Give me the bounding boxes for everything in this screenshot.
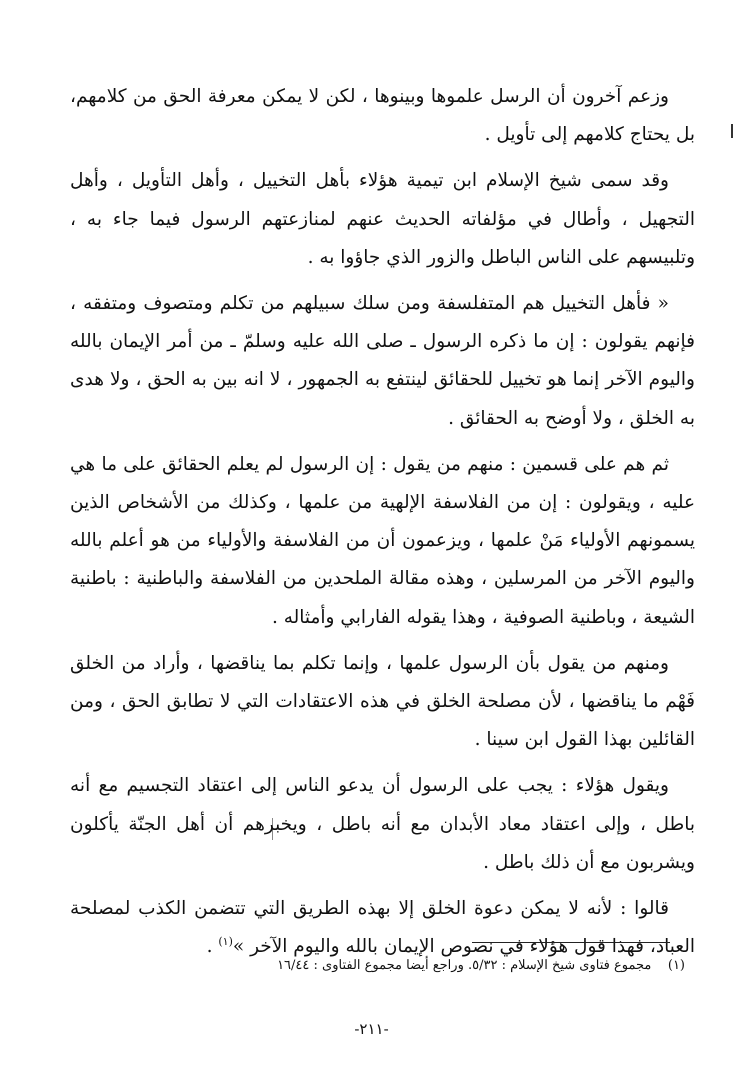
footnote bbox=[60, 955, 685, 977]
paragraph-7-text: قالوا : لأنه لا يمكن دعوة الخلق إلا بهذه الطريق التي تتضمن الكذب لمصلحة العباد، فهذا قول هؤلاء في نصوص الإيمان بالله واليوم الآخر » bbox=[70, 898, 695, 958]
paragraph-7-end: . bbox=[206, 936, 219, 958]
paragraph-4: ثم هم على قسمين : منهم من يقول : إن الرسول لم يعلم الحقائق على ما هي عليه ، ويقولون : إن من الفلاسفة الإلهية من علمها ، وكذلك من الأشخاص الذين يسمونهم الأولياء مَنْ علمها ، ويزعمون أن من الفلاسفة والأولياء من هو أعلم بالله واليوم الآخر من المرسلين ، وهذه مقالة الملحدين من الفلاسفة والباطنية : باطنية الشيعة ، وباطنية الصوفية ، وهذا يقوله الفارابي وأمثاله . bbox=[70, 453, 695, 628]
paragraph-3-quote-start: « فأهل التخييل هم المتفلسفة ومن سلك سبيلهم من تكلم ومتصوف ومتفقه ، فإنهم يقولون : إن ما ذكره الرسول ـ صلى الله عليه وسلمّ ـ من أمر الإيمان بالله واليوم الآخر إنما هو تخييل للحقائق لينتفع به الجمهور ، لا انه بين به الحق ، ولا هدى به الخلق ، ولا أوضح به الحقائق . bbox=[70, 293, 695, 429]
paragraph-6: ويقول هؤلاء : يجب على الرسول أن يدعو الناس إلى اعتقاد التجسيم مع أنه باطل ، وإلى اعتقاد معاد الأبدان مع أنه باطل ، ويخبرهم أن أهل الجنّة يأكلون ويشربون مع أن ذلك باطل . bbox=[70, 775, 695, 873]
footnote-reference: (١) bbox=[218, 935, 233, 949]
footnote-text: مجموع فتاوى شيخ الإسلام : ٥/٣٢. وراجع أيضا مجموع الفتاوى : ١٦/٤٤ bbox=[277, 958, 652, 973]
paragraph-1: وزعم آخرون أن الرسل علموها وبينوها ، لكن لا يمكن معرفة الحق من كلامهم، بل يحتاج كلامهم إلى تأويل . bbox=[70, 86, 695, 146]
paragraph-2: وقد سمى شيخ الإسلام ابن تيمية هؤلاء بأهل التخييل ، وأهل التأويل ، وأهل التجهيل ، وأطال في مؤلفاته الحديث عنهم لمنازعتهم الرسول فيما جاء به ، وتلبيسهم على الناس الباطل والزور الذي جاؤوا به . bbox=[70, 170, 695, 268]
footnote-divider bbox=[472, 942, 670, 943]
margin-mark bbox=[731, 124, 733, 138]
paragraph-5: ومنهم من يقول بأن الرسول علمها ، وإنما تكلم بما يناقضها ، وأراد من الخلق فَهْم ما يناقضها ، لأن مصلحة الخلق في هذه الاعتقادات التي لا تطابق الحق ، ومن القائلين بهذا القول ابن سينا . bbox=[70, 652, 695, 751]
footnote-marker: (١) bbox=[667, 958, 685, 973]
page-number: -٢١١- bbox=[354, 1020, 389, 1038]
main-text bbox=[70, 78, 695, 974]
